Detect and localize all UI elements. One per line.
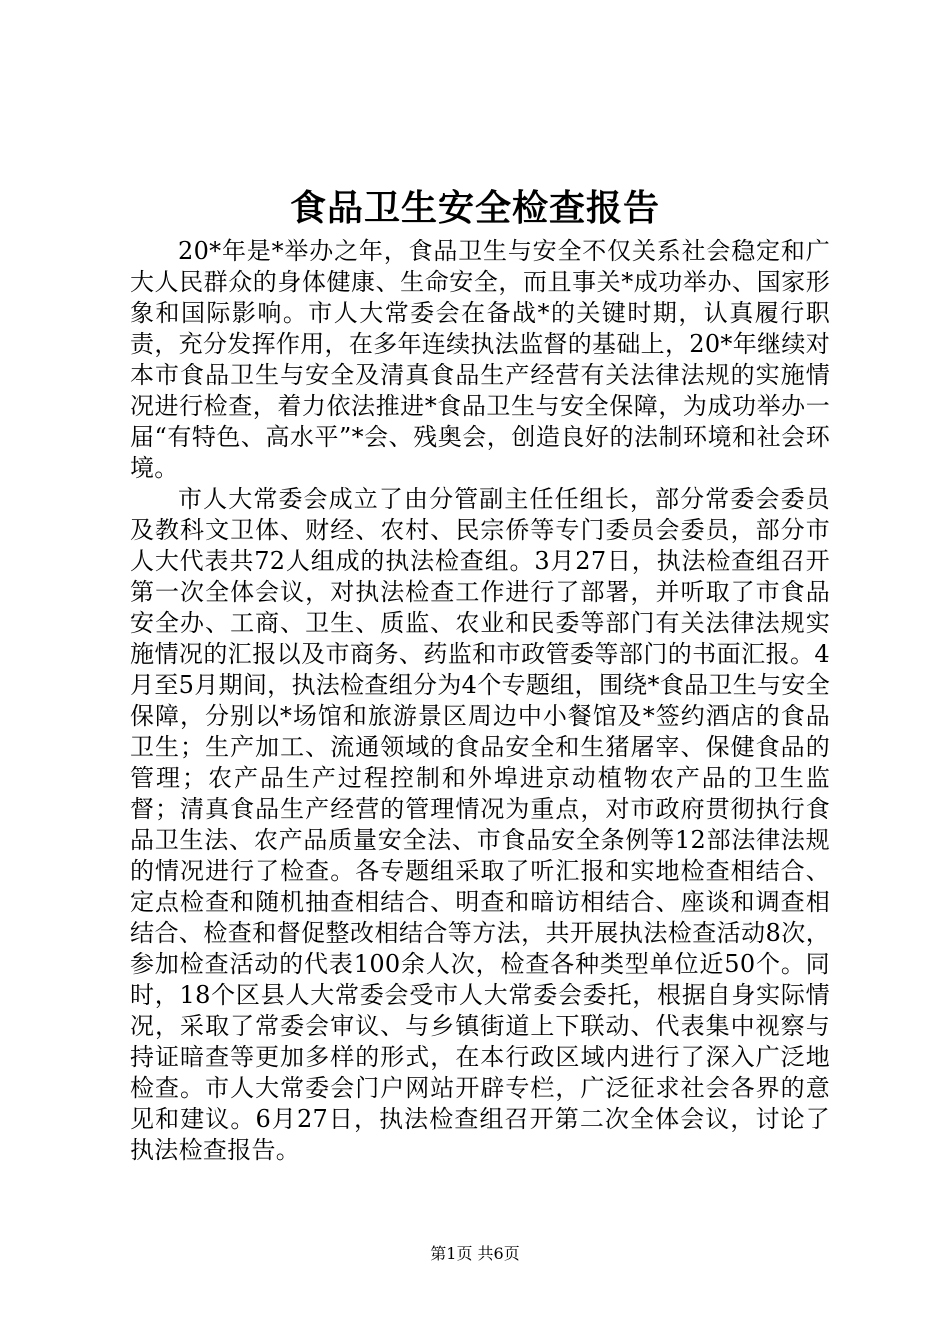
document-body — [130, 236, 830, 1166]
paragraph-1: 20*年是*举办之年，食品卫生与安全不仅关系社会稳定和广大人民群众的身体健康、生命安全，而且事关*成功举办、国家形象和国际影响。市人大常委会在备战*的关键时期，认真履行职责，充分发挥作用，在多年连续执法监督的基础上，20*年继续对本市食品卫生与安全及清真食品生产经营有关法律法规的实施情况进行检查，着力依法推进*食品卫生与安全保障，为成功举办一届“有特色、高水平”*会、残奥会，创造良好的法制环境和社会环境。 — [130, 237, 830, 482]
document-title: 食品卫生安全检查报告 — [289, 187, 660, 229]
page-number-footer: 第1页 共6页 — [430, 1244, 520, 1263]
paragraph-2: 市人大常委会成立了由分管副主任任组长，部分常委会委员及教科文卫体、财经、农村、民宗侨等专门委员会委员，部分市人大代表共72人组成的执法检查组。3月27日，执法检查组召开第一次全体会议，对执法检查工作进行了部署，并听取了市食品安全办、工商、卫生、质监、农业和民委等部门有关法律法规实施情况的汇报以及市商务、药监和市政管委等部门的书面汇报。4月至5月期间，执法检查组分为4个专题组，围绕*食品卫生与安全保障，分别以*场馆和旅游景区周边中小餐馆及*签约酒店的食品卫生；生产加工、流通领域的食品安全和生猪屠宰、保健食品的管理；农产品生产过程控制和外埠进京动植物农产品的卫生监督；清真食品生产经营的管理情况为重点，对市政府贯彻执行食品卫生法、农产品质量安全法、市食品安全条例等12部法律法规的情况进行了检查。各专题组采取了听汇报和实地检查相结合、定点检查和随机抽查相结合、明查和暗访相结合、座谈和调查相结合、检查和督促整改相结合等方法，共开展执法检查活动8次，参加检查活动的代表100余人次，检查各种类型单位近50个。同时，18个区县人大常委会受市人大常委会委托，根据自身实际情况，采取了常委会审议、与乡镇街道上下联动、代表集中视察与持证暗查等更加多样的形式，在本行政区域内进行了深入广泛地检查。市人大常委会门户网站开辟专栏，广泛征求社会各界的意见和建议。6月27日，执法检查组召开第二次全体会议，讨论了执法检查报告。 — [130, 485, 830, 1164]
